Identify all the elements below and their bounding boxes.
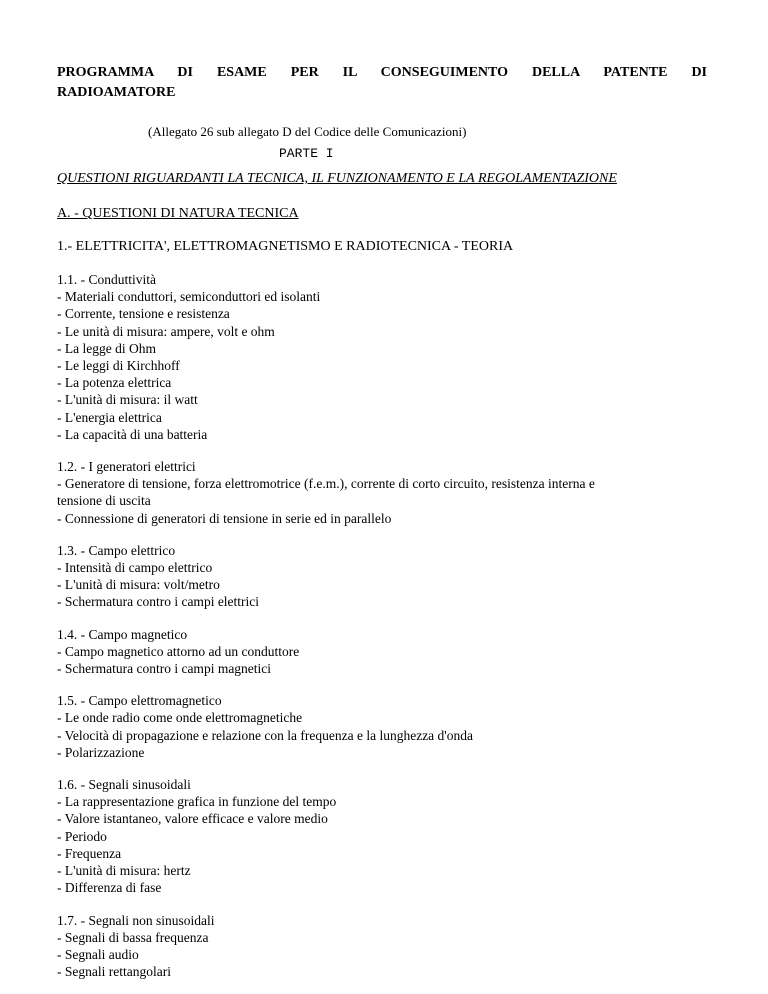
section-1-5 [57, 692, 707, 761]
list-item: - Campo magnetico attorno ad un conduttore [57, 643, 300, 659]
list-item: - Segnali audio [57, 946, 139, 962]
list-item: - Materiali conduttori, semiconduttori ed isolanti [57, 289, 321, 305]
list-item: - Le onde radio come onde elettromagnetiche [57, 710, 303, 726]
list-item: - Le unità di misura: ampere, volt e ohm [57, 323, 275, 339]
section-1-7 [57, 912, 707, 981]
section-1-3 [57, 542, 707, 611]
document-subtitle: (Allegato 26 sub allegato D del Codice delle Comunicazioni) [148, 124, 467, 139]
document-page [57, 63, 707, 980]
list-item: - Schermatura contro i campi magnetici [57, 661, 272, 677]
list-item: - Generatore di tensione, forza elettromotrice (f.e.m.), corrente di corto circuito, resistenza interna e [57, 476, 595, 492]
section-1-6 [57, 776, 707, 896]
list-item: - Segnali rettangolari [57, 964, 171, 980]
list-item: - L'unità di misura: hertz [57, 863, 191, 879]
section-heading: 1.4. - Campo magnetico [57, 626, 188, 642]
list-item: - Differenza di fase [57, 880, 162, 896]
list-item: - Connessione di generatori di tensione in serie ed in parallelo [57, 510, 392, 526]
list-item: - Valore istantaneo, valore efficace e valore medio [57, 811, 328, 827]
document-title-line1: PROGRAMMA DI ESAME PER IL CONSEGUIMENTO DELLA PATENTE DI [57, 65, 707, 80]
section-heading: 1.2. - I generatori elettrici [57, 459, 196, 475]
list-item: - L'unità di misura: volt/metro [57, 577, 220, 593]
list-item: tensione di uscita [57, 493, 151, 509]
list-item: - La capacità di una batteria [57, 426, 208, 442]
list-item: - Segnali di bassa frequenza [57, 929, 209, 945]
list-item: - La rappresentazione grafica in funzione del tempo [57, 794, 337, 810]
list-item: - Frequenza [57, 845, 122, 861]
list-item: - Polarizzazione [57, 744, 145, 760]
section-1-4 [57, 626, 707, 678]
list-item: - Schermatura contro i campi elettrici [57, 594, 260, 610]
list-item: - L'unità di misura: il watt [57, 392, 198, 408]
list-item: - Intensità di campo elettrico [57, 560, 213, 576]
section-heading: 1.3. - Campo elettrico [57, 542, 176, 558]
document-title-line2: RADIOAMATORE [57, 85, 176, 100]
section-heading: 1.1. - Conduttività [57, 272, 156, 287]
section-a-heading: A. - QUESTIONI DI NATURA TECNICA [57, 206, 299, 221]
list-item: - La potenza elettrica [57, 375, 172, 391]
chapter-1-heading: 1.- ELETTRICITA', ELETTROMAGNETISMO E RADIOTECNICA - TEORIA [57, 239, 514, 254]
parte-label: PARTE I [279, 146, 334, 161]
section-1-2 [57, 458, 707, 527]
list-item: - Corrente, tensione e resistenza [57, 306, 230, 322]
list-item: - Velocità di propagazione e relazione con la frequenza e la lunghezza d'onda [57, 727, 473, 743]
section-heading: 1.7. - Segnali non sinusoidali [57, 912, 215, 928]
section-heading: 1.6. - Segnali sinusoidali [57, 777, 191, 793]
list-item: - La legge di Ohm [57, 340, 156, 356]
questioni-heading: QUESTIONI RIGUARDANTI LA TECNICA, IL FUNZIONAMENTO E LA REGOLAMENTAZIONE [57, 171, 617, 186]
section-heading: 1.5. - Campo elettromagnetico [57, 693, 222, 709]
list-item: - Le leggi di Kirchhoff [57, 358, 180, 374]
section-1-1 [57, 271, 707, 443]
list-item: - L'energia elettrica [57, 409, 162, 425]
list-item: - Periodo [57, 828, 107, 844]
